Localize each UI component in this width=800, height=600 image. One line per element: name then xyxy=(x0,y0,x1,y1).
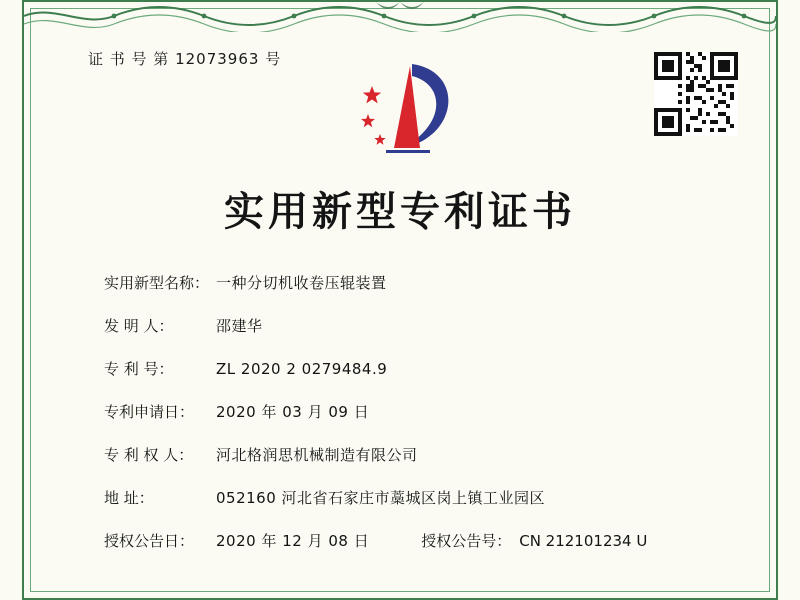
certificate-serial-number: 证 书 号 第 12073963 号 xyxy=(88,50,282,68)
cnipa-logo-icon xyxy=(350,52,460,162)
qr-code xyxy=(654,52,738,136)
field-value-inventor: 邵建华 xyxy=(216,317,263,335)
field-value-utility-model-name: 一种分切机收卷压辊装置 xyxy=(216,274,387,292)
field-value-patent-number: ZL 2020 2 0279484.9 xyxy=(216,360,388,378)
ornamental-scroll-band xyxy=(24,2,776,32)
field-label-address: 地 址： xyxy=(104,489,154,507)
field-row-grant-info xyxy=(104,530,740,551)
field-row-utility-model-name xyxy=(104,272,740,293)
field-label-grant-number: 授权公告号： xyxy=(421,532,512,550)
field-label-patentee: 专 利 权 人： xyxy=(104,446,194,464)
field-label-patent-number: 专 利 号： xyxy=(104,360,174,378)
field-row-address xyxy=(104,487,740,508)
field-label-inventor: 发 明 人： xyxy=(104,317,174,335)
field-value-patentee: 河北格润思机械制造有限公司 xyxy=(216,446,418,464)
field-label-utility-model-name: 实用新型名称： xyxy=(104,274,210,292)
field-label-application-date: 专利申请日： xyxy=(104,403,195,421)
field-row-patentee xyxy=(104,444,740,465)
field-value-grant-number: CN 212101234 U xyxy=(519,532,648,550)
field-row-inventor xyxy=(104,315,740,336)
field-value-application-date: 2020 年 03 月 09 日 xyxy=(216,403,370,421)
field-label-grant-date: 授权公告日： xyxy=(104,532,195,550)
certificate-fields xyxy=(104,272,740,551)
field-row-application-date xyxy=(104,401,740,422)
field-value-grant-date: 2020 年 12 月 08 日 xyxy=(216,532,370,550)
field-value-address: 052160 河北省石家庄市藁城区岗上镇工业园区 xyxy=(216,489,546,507)
page-title: 实用新型专利证书 xyxy=(224,188,576,235)
field-row-patent-number xyxy=(104,358,740,379)
